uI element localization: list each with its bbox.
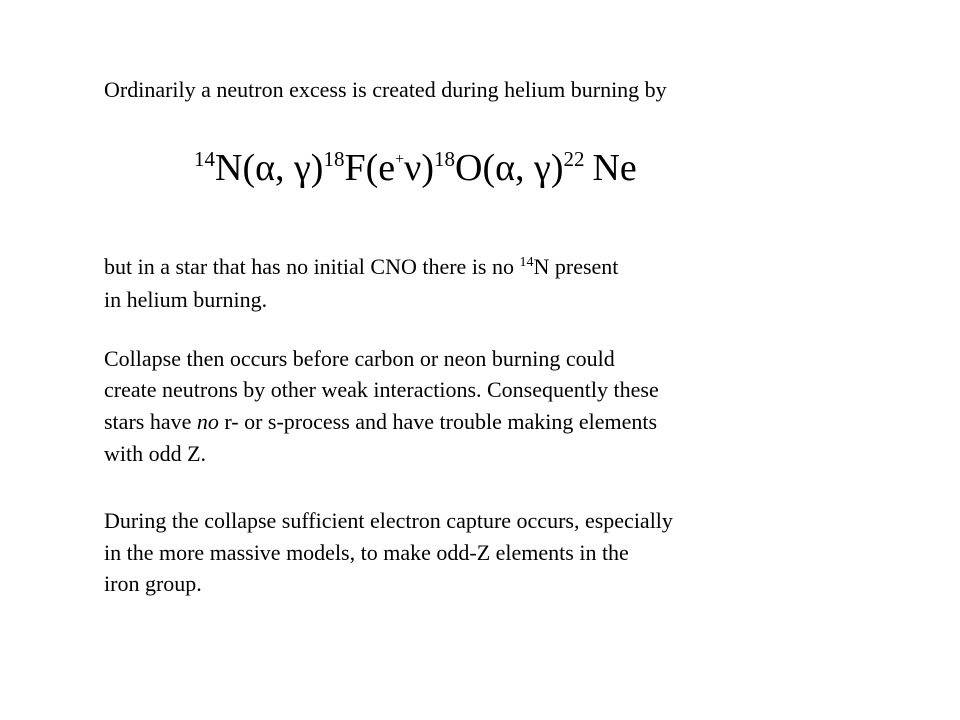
reaction-beta-decay-open: (e (365, 147, 396, 189)
no-nitrogen-line-2: in helium burning. (104, 287, 268, 312)
no-nitrogen-text-pre: but in a star that has no initial CNO there is no (104, 254, 520, 279)
n14-symbol: N (215, 147, 243, 189)
no-nitrogen-text-post: N present (533, 254, 619, 279)
reaction-beta-decay-close: ν) (404, 147, 435, 189)
n14-mass-number: 14 (194, 147, 215, 171)
collapse-line-4: with odd Z. (104, 441, 207, 466)
collapse-line-2: create neutrons by other weak interactions. Consequently these (104, 377, 659, 402)
ne22-symbol: Ne (592, 147, 637, 189)
emphasis-no: no (196, 409, 219, 434)
collapse-line-3-pre: stars have (104, 409, 197, 434)
n14-superscript: 14 (519, 255, 534, 270)
electron-capture-line-3: iron group. (104, 571, 202, 596)
reaction-equation (194, 143, 637, 193)
no-nitrogen-line-1 (104, 253, 618, 285)
collapse-line-3 (104, 408, 657, 436)
reaction-alpha-gamma-1: (α, γ) (242, 147, 324, 189)
f18-symbol: F (344, 147, 366, 189)
electron-capture-line-2: in the more massive models, to make odd-Z elements in the (104, 540, 629, 565)
f18-mass-number: 18 (323, 147, 345, 171)
o18-mass-number: 18 (434, 147, 456, 171)
collapse-line-3-post: r- or s-process and have trouble making elements (218, 409, 658, 434)
positron-charge: + (395, 151, 405, 168)
intro-line: Ordinarily a neutron excess is created during helium burning by (104, 77, 667, 102)
electron-capture-line-1: During the collapse sufficient electron capture occurs, especially (104, 508, 673, 533)
ne22-mass-number: 22 (563, 147, 585, 171)
collapse-line-1: Collapse then occurs before carbon or neon burning could (104, 346, 615, 371)
reaction-alpha-gamma-2: (α, γ) (482, 147, 564, 189)
o18-symbol: O (455, 147, 483, 189)
